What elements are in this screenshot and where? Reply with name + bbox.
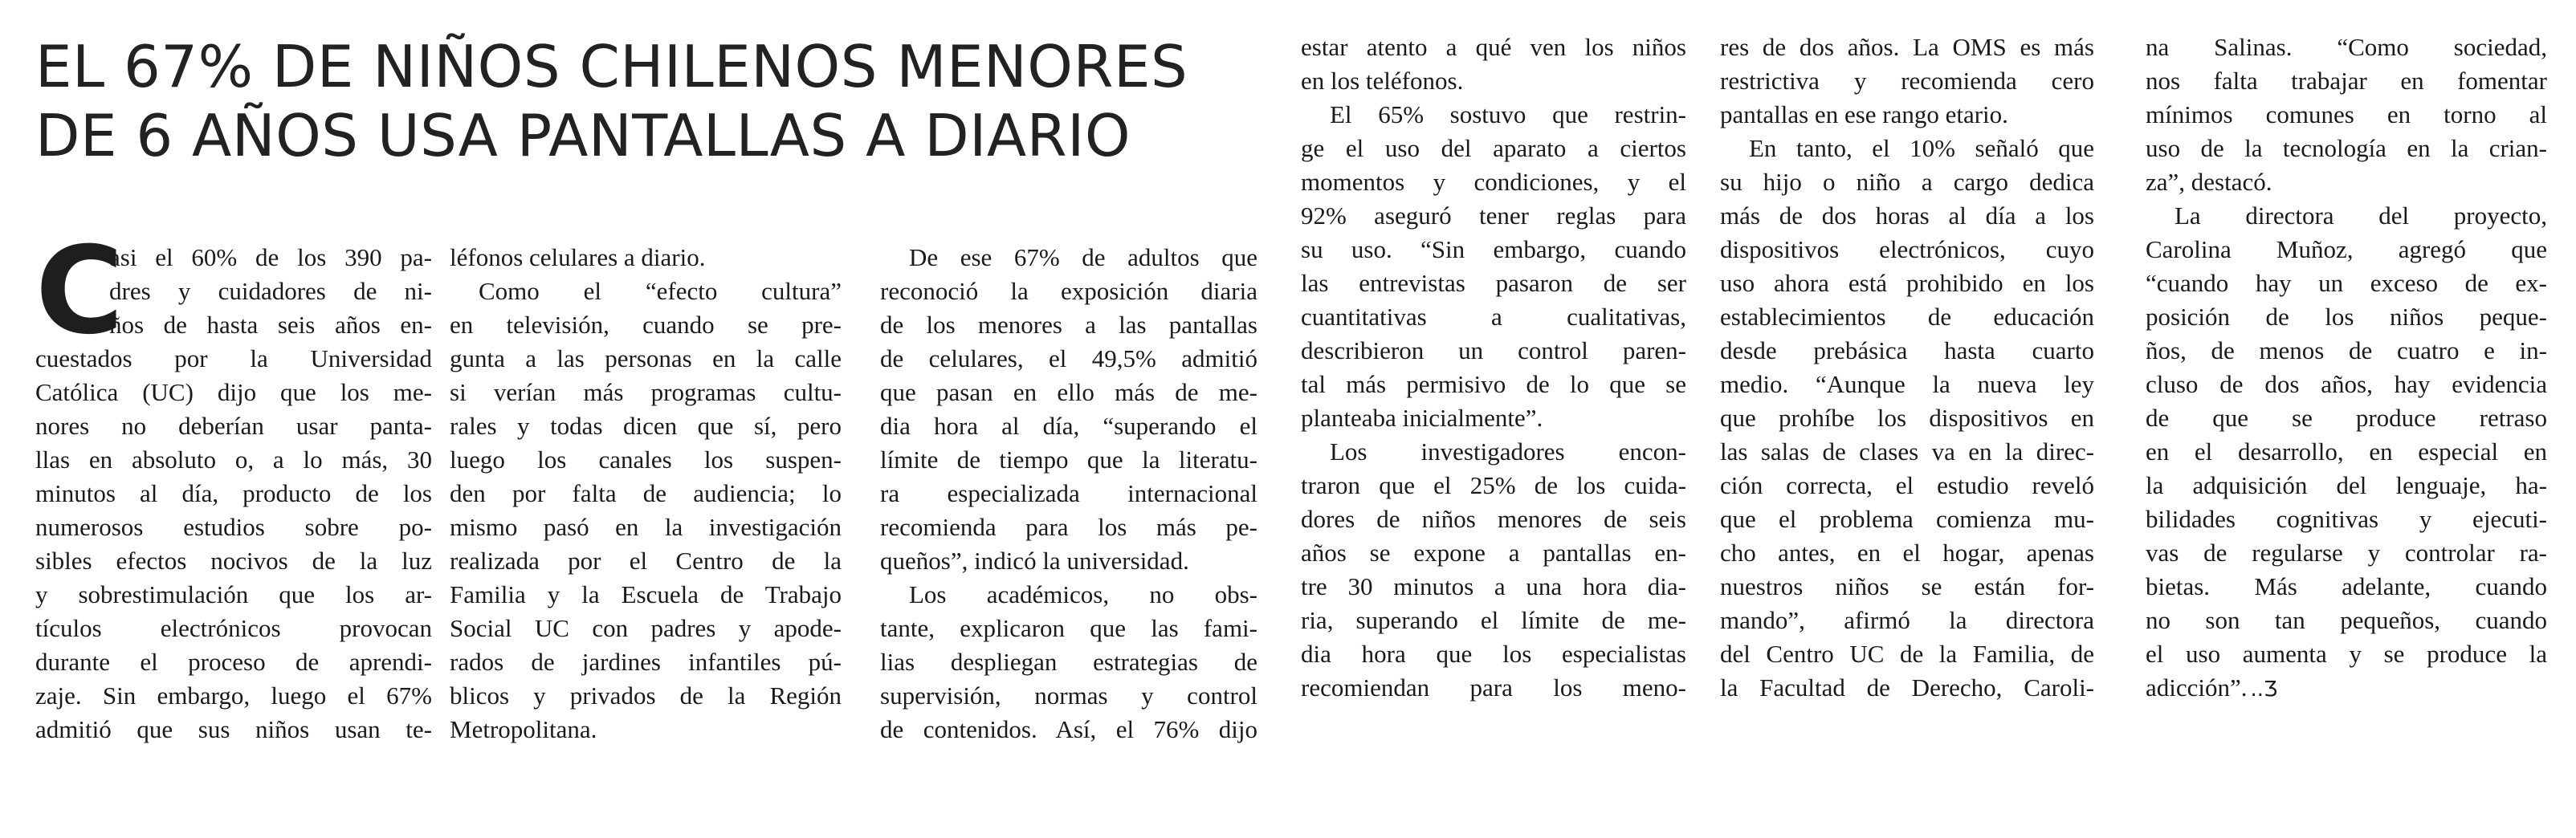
text-line: posición de los niños peque- xyxy=(2146,303,2547,331)
text-line: la Facultad de Derecho, Caroli- xyxy=(1720,673,2094,702)
text-line: de los menores a las pantallas xyxy=(880,311,1257,339)
text-line: dia hora que los especialistas xyxy=(1301,640,1686,668)
text-line: Los académicos, no obs- xyxy=(909,580,1257,608)
text-line: dia hora al día, “superando el xyxy=(880,412,1257,440)
text-line: bilidades cognitivas y ejecuti- xyxy=(2146,505,2547,533)
text-line: res de dos años. La OMS es más xyxy=(1720,33,2094,61)
text-line: medio. “Aunque la nueva ley xyxy=(1720,370,2094,398)
column-1 xyxy=(35,222,432,746)
text-line: Familia y la Escuela de Trabajo xyxy=(450,580,842,608)
text-line: en el desarrollo, en especial en xyxy=(2146,437,2547,466)
text-line: en los teléfonos. xyxy=(1301,67,1464,95)
text-line: la adquisición del lenguaje, ha- xyxy=(2146,471,2547,499)
text-line: asi el 60% de los 390 pa- xyxy=(109,243,432,271)
text-line: ción correcta, el estudio reveló xyxy=(1720,471,2094,499)
text-line: mismo pasó en la investigación xyxy=(450,513,842,541)
text-line: tre 30 minutos a una hora dia- xyxy=(1301,572,1686,600)
text-line: léfonos celulares a diario. xyxy=(450,243,706,271)
text-line: lias despliegan estrategias de xyxy=(880,648,1257,676)
text-line: del Centro UC de la Familia, de xyxy=(1720,640,2094,668)
text-line: su uso. “Sin embargo, cuando xyxy=(1301,235,1686,263)
text-line: za”, destacó. xyxy=(2146,168,2272,196)
text-line: estar atento a qué ven los niños xyxy=(1301,33,1686,61)
text-line: vas de regularse y controlar ra- xyxy=(2146,539,2547,567)
column-3 xyxy=(880,241,1257,746)
drop-cap: C xyxy=(35,222,124,361)
text-line: cluso de dos años, hay evidencia xyxy=(2146,370,2547,398)
text-line: dores de niños menores de seis xyxy=(1301,505,1686,533)
headline xyxy=(35,32,1288,170)
text-line: las entrevistas pasaron de ser xyxy=(1301,269,1686,297)
end-mark: ..Ʒ xyxy=(2250,677,2278,702)
text-line: si verían más programas cultu- xyxy=(450,378,842,406)
column-5 xyxy=(1720,31,2094,705)
text-line: La directora del proyecto, xyxy=(2175,201,2547,230)
text-line: luego los canales los suspen- xyxy=(450,445,842,474)
text-line: las salas de clases va en la direc- xyxy=(1720,437,2094,466)
text-line: ria, superando el límite de me- xyxy=(1301,606,1686,634)
text-line: zaje. Sin embargo, luego el 67% xyxy=(35,681,432,710)
text-line: 92% aseguró tener reglas para xyxy=(1301,201,1686,230)
text-line: blicos y privados de la Región xyxy=(450,681,842,710)
text-line: tante, explicaron que las fami- xyxy=(880,614,1257,642)
text-line: tículos electrónicos provocan xyxy=(35,614,432,642)
text-line: en televisión, cuando se pre- xyxy=(450,311,842,339)
text-line: recomienda para los más pe- xyxy=(880,513,1257,541)
column-2 xyxy=(450,241,842,746)
text-line: límite de tiempo que la literatu- xyxy=(880,445,1257,474)
text-line: Los investigadores encon- xyxy=(1330,437,1686,466)
text-line: que el problema comienza mu- xyxy=(1720,505,2094,533)
text-line: pantallas en ese rango etario. xyxy=(1720,100,2008,128)
text-line: ños, de menos de cuatro e in- xyxy=(2146,336,2547,364)
text-line: ra especializada internacional xyxy=(880,479,1257,507)
text-line: traron que el 25% de los cuida- xyxy=(1301,471,1686,499)
text-line: describieron un control paren- xyxy=(1301,336,1686,364)
text-line: llas en absoluto o, a lo más, 30 xyxy=(35,445,432,474)
text-line: durante el proceso de aprendi- xyxy=(35,648,432,676)
text-line: supervisión, normas y control xyxy=(880,681,1257,710)
text-line: adicción”. ..Ʒ xyxy=(2146,673,2278,702)
text-line: ños de hasta seis años en- xyxy=(109,311,432,339)
text-line: reconoció la exposición diaria xyxy=(880,277,1257,305)
text-line: planteaba inicialmente”. xyxy=(1301,404,1543,432)
text-line: “cuando hay un exceso de ex- xyxy=(2146,269,2547,297)
text-line: mínimos comunes en torno al xyxy=(2146,100,2547,128)
text-line: admitió que sus niños usan te- xyxy=(35,715,432,743)
text-line: establecimientos de educación xyxy=(1720,303,2094,331)
column-4 xyxy=(1301,31,1686,705)
text-line: dres y cuidadores de ni- xyxy=(109,277,432,305)
text-line: Católica (UC) dijo que los me- xyxy=(35,378,432,406)
text-line: más de dos horas al día a los xyxy=(1720,201,2094,230)
text-line: nuestros niños se están for- xyxy=(1720,572,2094,600)
text-line: que prohíbe los dispositivos en xyxy=(1720,404,2094,432)
text-line: sibles efectos nocivos de la luz xyxy=(35,547,432,575)
text-line: años se expone a pantallas en- xyxy=(1301,539,1686,567)
text-line: momentos y condiciones, y el xyxy=(1301,168,1686,196)
text-line: numerosos estudios sobre po- xyxy=(35,513,432,541)
text-line: de que se produce retraso xyxy=(2146,404,2547,432)
headline-line: EL 67% DE NIÑOS CHILENOS MENORES xyxy=(35,33,1188,100)
headline-line: DE 6 AÑOS USA PANTALLAS A DIARIO xyxy=(35,102,1131,169)
text-line: tal más permisivo de lo que se xyxy=(1301,370,1686,398)
text-line: De ese 67% de adultos que xyxy=(909,243,1257,271)
text-line: su hijo o niño a cargo dedica xyxy=(1720,168,2094,196)
text-line: ge el uso del aparato a ciertos xyxy=(1301,134,1686,162)
text-line: dispositivos electrónicos, cuyo xyxy=(1720,235,2094,263)
text-line: na Salinas. “Como sociedad, xyxy=(2146,33,2547,61)
text-line: de contenidos. Así, el 76% dijo xyxy=(880,715,1257,743)
text-line: nores no deberían usar panta- xyxy=(35,412,432,440)
text-line: den por falta de audiencia; lo xyxy=(450,479,842,507)
column-6 xyxy=(2146,31,2547,705)
text-line: el uso aumenta y se produce la xyxy=(2146,640,2547,668)
text-line: minutos al día, producto de los xyxy=(35,479,432,507)
text-line: no son tan pequeños, cuando xyxy=(2146,606,2547,634)
text-line: rales y todas dicen que sí, pero xyxy=(450,412,842,440)
text-line: recomiendan para los meno- xyxy=(1301,673,1686,702)
text-line: Metropolitana. xyxy=(450,715,597,743)
text-line: cuestados por la Universidad xyxy=(35,344,432,372)
text-line: El 65% sostuvo que restrin- xyxy=(1330,100,1686,128)
text-line: Carolina Muñoz, agregó que xyxy=(2146,235,2547,263)
text-line: que pasan en ello más de me- xyxy=(880,378,1257,406)
text-line: gunta a las personas en la calle xyxy=(450,344,842,372)
text-line: uso de la tecnología en la crian- xyxy=(2146,134,2547,162)
text-line: Social UC con padres y apode- xyxy=(450,614,842,642)
text-line: desde prebásica hasta cuarto xyxy=(1720,336,2094,364)
text-line: rados de jardines infantiles pú- xyxy=(450,648,842,676)
text-line: En tanto, el 10% señaló que xyxy=(1749,134,2094,162)
text-line: restrictiva y recomienda cero xyxy=(1720,67,2094,95)
text-line: queños”, indicó la universidad. xyxy=(880,547,1189,575)
text-line: cuantitativas a cualitativas, xyxy=(1301,303,1686,331)
text-line: uso ahora está prohibido en los xyxy=(1720,269,2094,297)
text-line: bietas. Más adelante, cuando xyxy=(2146,572,2547,600)
text-line: realizada por el Centro de la xyxy=(450,547,842,575)
text-line: Como el “efecto cultura” xyxy=(479,277,842,305)
text-line: y sobrestimulación que los ar- xyxy=(35,580,432,608)
text-line: nos falta trabajar en fomentar xyxy=(2146,67,2547,95)
text-line: de celulares, el 49,5% admitió xyxy=(880,344,1257,372)
text-line: cho antes, en el hogar, apenas xyxy=(1720,539,2094,567)
text-line: mando”, afirmó la directora xyxy=(1720,606,2094,634)
